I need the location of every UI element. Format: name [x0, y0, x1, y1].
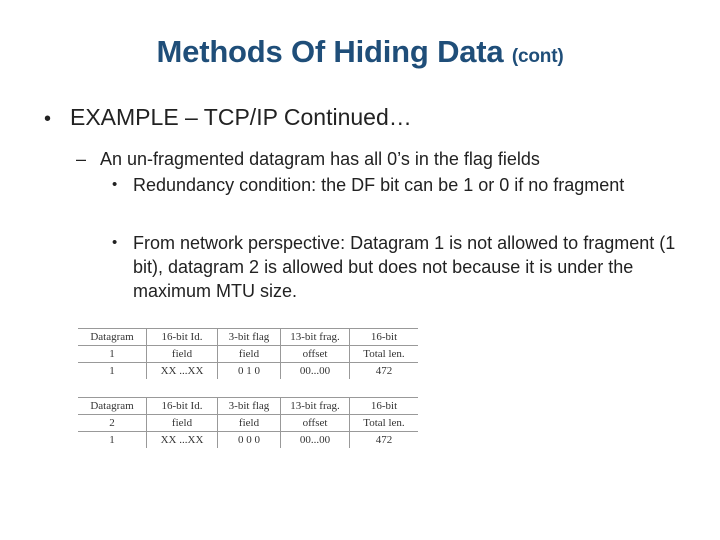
table-cell: 00...00: [281, 363, 350, 380]
table-row: [78, 432, 418, 449]
table-cell: XX ...XX: [147, 363, 218, 380]
table-row: [78, 363, 418, 380]
datagram-table-2: [78, 397, 418, 448]
dash-icon: –: [76, 149, 87, 169]
bullet-level1: [44, 104, 412, 131]
bullet-level2: [76, 149, 540, 170]
table-cell: 3-bit flag: [218, 398, 281, 415]
table-cell: Datagram: [78, 329, 147, 346]
slide-title-suffix: (cont): [511, 46, 564, 67]
slide-title-text: Methods Of Hiding Data: [156, 34, 504, 69]
table-header-row: [78, 415, 418, 432]
bullet-dot-icon: •: [44, 108, 52, 130]
table-header-row: [78, 346, 418, 363]
table-header-row: [78, 329, 418, 346]
table-cell: field: [147, 346, 218, 363]
table-cell: offset: [281, 346, 350, 363]
datagram-table-1: [78, 328, 418, 379]
bullet-level2-text: An un-fragmented datagram has all 0’s in the flag fields: [100, 149, 540, 169]
table-cell: 16-bit Id.: [147, 329, 218, 346]
table-cell: 472: [375, 365, 393, 377]
table-cell: 0 0 0: [218, 432, 281, 449]
table-cell: Total len.: [350, 415, 419, 432]
table-cell: 2: [78, 415, 147, 432]
table-cell: field: [218, 415, 281, 432]
table-cell: field: [218, 346, 281, 363]
sub-bullet-text: Redundancy condition: the DF bit can be 1 or 0 if no fragment: [133, 175, 625, 195]
table-cell: 3-bit flag: [218, 329, 281, 346]
table-cell: 1: [78, 432, 147, 449]
table-cell: 00...00: [281, 432, 350, 449]
slide-title: [0, 34, 720, 70]
table-cell: 16-bit: [350, 329, 419, 346]
sub-bullet-text: From network perspective: Datagram 1 is not allowed to fragment (1 bit), datagram 2 is allowed but does not because it is under the maximum MTU size.: [133, 233, 676, 301]
sub-bullet-network: [112, 231, 702, 303]
table-cell: Total len.: [350, 346, 419, 363]
table-cell: 16-bit Id.: [147, 398, 218, 415]
table-cell: XX ...XX: [147, 432, 218, 449]
sub-bullet-redundancy: [112, 173, 702, 197]
table-header-row: [78, 398, 418, 415]
bullet-level1-text: EXAMPLE – TCP/IP Continued…: [70, 104, 412, 130]
bullet-dot-icon: •: [112, 234, 118, 251]
table-cell: 13-bit frag.: [281, 329, 350, 346]
table-cell: 472: [375, 434, 393, 446]
table-cell: field: [147, 415, 218, 432]
table-cell: offset: [281, 415, 350, 432]
table-cell: 13-bit frag.: [281, 398, 350, 415]
table-cell: Datagram: [78, 398, 147, 415]
table-cell: 16-bit: [350, 398, 419, 415]
table-cell: 0 1 0: [218, 363, 281, 380]
table-cell: 1: [78, 346, 147, 363]
bullet-dot-icon: •: [112, 176, 118, 193]
table-cell: 1: [78, 363, 147, 380]
